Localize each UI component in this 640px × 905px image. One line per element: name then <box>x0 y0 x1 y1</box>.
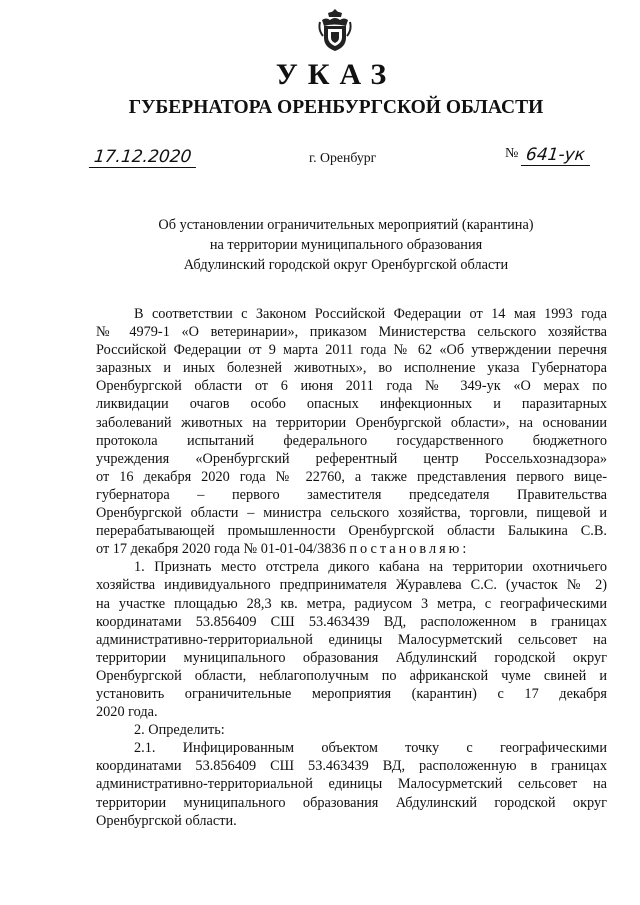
document-title: УКАЗ <box>275 58 397 91</box>
body-line: заразных и иных болезней животных», во исполнение указа Губернатора <box>96 360 607 377</box>
city-label: г. Оренбург <box>309 150 377 165</box>
body-line: хозяйства индивидуального предпринимателя Журавлева С.С. (участок № 2) <box>96 577 607 594</box>
preamble-end: от 17 декабря 2020 года № 01-01-04/3836 <box>96 541 346 558</box>
body-line: № 4979-1 «О ветеринарии», приказом Министерства сельского хозяйства <box>96 324 607 341</box>
body-line: Российской Федерации от 9 марта 2011 года № 62 «Об утверждении перечня <box>96 342 607 359</box>
body-line: координатами 53.856409 СШ 53.463439 ВД, расположенную в границах <box>96 758 607 775</box>
body-line: заболеваний животных на территории Оренбургской области», на основании <box>96 414 607 431</box>
body-line: 1. Признать место отстрела дикого кабана на территории охотничьего <box>134 559 607 576</box>
coat-of-arms-icon <box>318 8 352 52</box>
body-line: установить ограничительные мероприятия (карантин) с 17 декабря <box>96 685 607 702</box>
body-line: 2020 года. <box>96 704 158 721</box>
body-line: перерабатывающей промышленности Оренбургской области Балыкина С.В. <box>96 523 607 540</box>
body-line: В соответствии с Законом Российской Федерации от 14 мая 1993 года <box>134 306 607 322</box>
body-line: Оренбургской области. <box>96 812 237 829</box>
body-line: территории муниципального образования Абдулинский городской округ <box>96 794 607 811</box>
handwritten-date <box>90 147 197 168</box>
subject-line: на территории муниципального образования <box>209 237 483 253</box>
body-line: протокола испытаний федерального государственного бюджетного <box>96 432 607 449</box>
body-line: Оренбургской области – министра сельского хозяйства, торговли, пищевой и <box>96 505 607 522</box>
body-line: административно-территориальной единицы Малосурметский сельсовет на <box>96 631 607 648</box>
subject-line: Абдулинский городской округ Оренбургской области <box>183 257 509 273</box>
date-value: 17.12.2020 <box>89 147 199 168</box>
body-line: территории муниципального образования Абдулинский городской округ <box>96 649 607 666</box>
body-line: губернатора – первого заместителя председателя Правительства <box>96 486 607 503</box>
body-line: Оренбургской области, неблагополучным по африканской чуме свиней и <box>96 667 607 684</box>
body-line: 2.1. Инфицированным объектом точку с географическими <box>134 740 607 757</box>
body-line <box>96 540 607 558</box>
body-line: ликвидации очагов особо опасных инфекционных и паразитарных <box>96 396 607 413</box>
body-line: Оренбургской области от 6 июня 2011 года № 349-ук «О мерах по <box>96 378 607 395</box>
body-line: от 16 декабря 2020 года № 22760, а также представления первого вице- <box>96 468 607 485</box>
number-sign: № <box>505 146 519 161</box>
document-subtitle: ГУБЕРНАТОРА ОРЕНБУРГСКОЙ ОБЛАСТИ <box>128 97 544 118</box>
body-line: учреждения «Оренбургский референтный центр Россельхознадзора» <box>96 450 607 467</box>
decree-number <box>505 145 591 166</box>
body-line: административно-территориальной единицы Малосурметский сельсовет на <box>96 776 607 793</box>
subject-line: Об установлении ограничительных мероприятий (карантина) <box>158 217 534 233</box>
body-line: на участке площадью 28,3 кв. метра, радиусом 3 метра, с географическими <box>96 595 607 612</box>
decree-body <box>96 305 607 830</box>
decree-subject <box>60 215 632 275</box>
decree-word: постановляю: <box>349 541 470 558</box>
body-line: 2. Определить: <box>134 722 225 739</box>
body-line: координатами 53.856409 СШ 53.463439 ВД, расположенном в границах <box>96 613 607 630</box>
number-value: 641-ук <box>521 145 592 166</box>
